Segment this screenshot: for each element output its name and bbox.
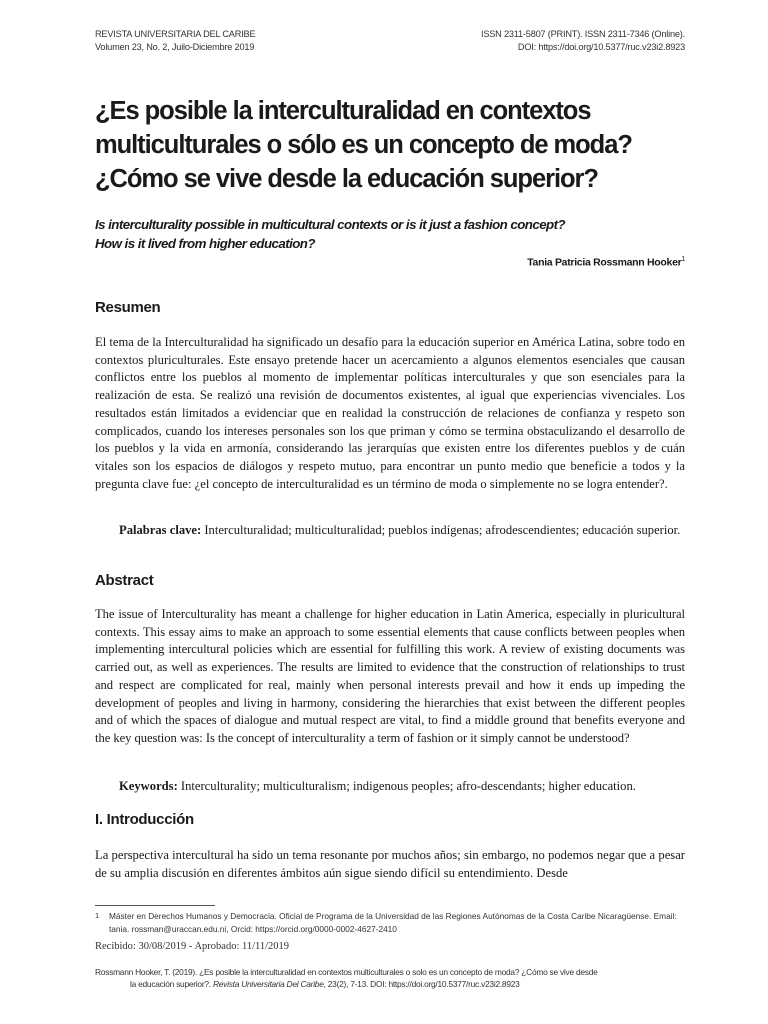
keywords-text: Interculturalidad; multiculturalidad; pueblos indígenas; afrodescendientes; educación superior.	[201, 523, 681, 537]
author-name: Tania Patricia Rossmann Hooker	[527, 256, 682, 269]
author-footnote-mark: 1	[681, 256, 685, 263]
resumen-heading: Resumen	[95, 299, 161, 316]
citation-title-end: la educación superior?.	[130, 979, 213, 989]
footnote-divider	[95, 905, 215, 906]
article-page	[95, 0, 685, 1024]
citation-line-2	[95, 978, 695, 990]
keywords-label: Keywords:	[119, 779, 178, 793]
volume-info: Volumen 23, No. 2, Juilo-Diciembre 2019	[95, 42, 255, 52]
abstract-heading: Abstract	[95, 572, 154, 589]
title-line: multiculturales o sólo es un concepto de moda?	[95, 131, 632, 159]
subtitle-line: Is interculturality possible in multicultural contexts or is it just a fashion concept?	[95, 217, 566, 232]
resumen-keywords	[95, 522, 685, 540]
title-line: ¿Cómo se vive desde la educación superior?	[95, 165, 598, 193]
citation-line-1: Rossmann Hooker, T. (2019). ¿Es posible la interculturalidad en contextos multiculturales o solo es un concepto de moda? ¿Cómo se vive desde	[95, 967, 598, 977]
article-title	[95, 94, 695, 196]
citation	[95, 966, 695, 990]
english-title	[95, 215, 565, 253]
citation-journal: Revista Universitaria Del Caribe	[212, 979, 324, 989]
intro-heading: I. Introducción	[95, 811, 194, 828]
citation-details: , 23(2), 7-13. DOI: https://doi.org/10.5377/ruc.v23i2.8923	[323, 979, 520, 989]
doi-info: DOI: https://doi.org/10.5377/ruc.v23i2.8923	[517, 42, 685, 52]
header-right	[481, 28, 685, 54]
footnote-text: Máster en Derechos Humanos y Democracia. Oficial de Programa de la Universidad de las Regiones Autónomas de la Costa Caribe Nicaragüense. Email: tania. rossman@uraccan.edu.ni, Orcid: https://orcid.org/0000-0002-4627-2410	[109, 911, 677, 934]
author-line	[527, 256, 685, 269]
abstract-body: The issue of Interculturality has meant a challenge for higher education in Latin America, especially in pluricultural contexts. This essay aims to make an approach to some essential elements that cause conflicts between peoples when implementing intercultural policies which are essential for fulfilling this work. A review of existing documents was carried out, as well as experiences. The results are limited to evidence that the construction of relationships to trust and respect are complicated for real, mainly when personal interests prevail and how it ends up impeding the development of peoples and living in harmony, considering the hierarchies that exist between the different peoples and of which the spaces of dialogue and mutual respect are vital, to find a middle ground that benefits everyone and the key question was: Is the concept of interculturality a term of fashion or it simply cannot be understood?	[95, 607, 685, 745]
subtitle-line: How is it lived from higher education?	[95, 236, 315, 251]
footnote	[95, 910, 685, 935]
keywords-text: Interculturality; multiculturalism; indigenous peoples; afro-descendants; higher education.	[177, 779, 636, 793]
received-approved-dates: Recibido: 30/08/2019 - Aprobado: 11/11/2019	[95, 941, 290, 952]
intro-body: La perspectiva intercultural ha sido un tema resonante por muchos años; sin embargo, no podemos negar que a pesar de su amplia discusión en diferentes ámbitos aún sigue siendo difícil su entendimiento. Desde	[95, 848, 685, 880]
abstract-keywords	[95, 778, 685, 796]
resumen-body: El tema de la Interculturalidad ha significado un desafío para la educación superior en América Latina, sobre todo en contextos pluriculturales. Este ensayo pretende hacer un acercamiento a algunos elementos esenciales que causan conflictos entre los pueblos al momento de implementar políticas interculturales y que son esenciales para la realización de esta. Se realizó una revisión de documentos existentes, al igual que experiencias vivenciales. Los resultados están limitados a evidenciar que en realidad la construcción de relaciones de confianza y respeto son complicados, cuando los intereses personales son los que priman y cómo se termina obstaculizando el desarrollo de los pueblos y la vida en armonía, considerando las jerarquías que existen entre los diferentes pueblos y de cuán vitales son los espacios de diálogos y respeto mutuo, para encontrar un punto medio que beneficie a todos y la pregunta clave fue: ¿el concepto de interculturalidad es un término de moda o simplemente no se logra entender?.	[95, 335, 685, 491]
issn-info: ISSN 2311-5807 (PRINT). ISSN 2311-7346 (Online).	[480, 29, 685, 39]
footnote-number: 1	[95, 911, 100, 920]
keywords-label: Palabras clave:	[119, 523, 202, 537]
journal-name: REVISTA UNIVERSITARIA DEL CARIBE	[95, 29, 256, 39]
title-line: ¿Es posible la interculturalidad en contextos	[95, 97, 591, 125]
header-left	[95, 28, 255, 54]
